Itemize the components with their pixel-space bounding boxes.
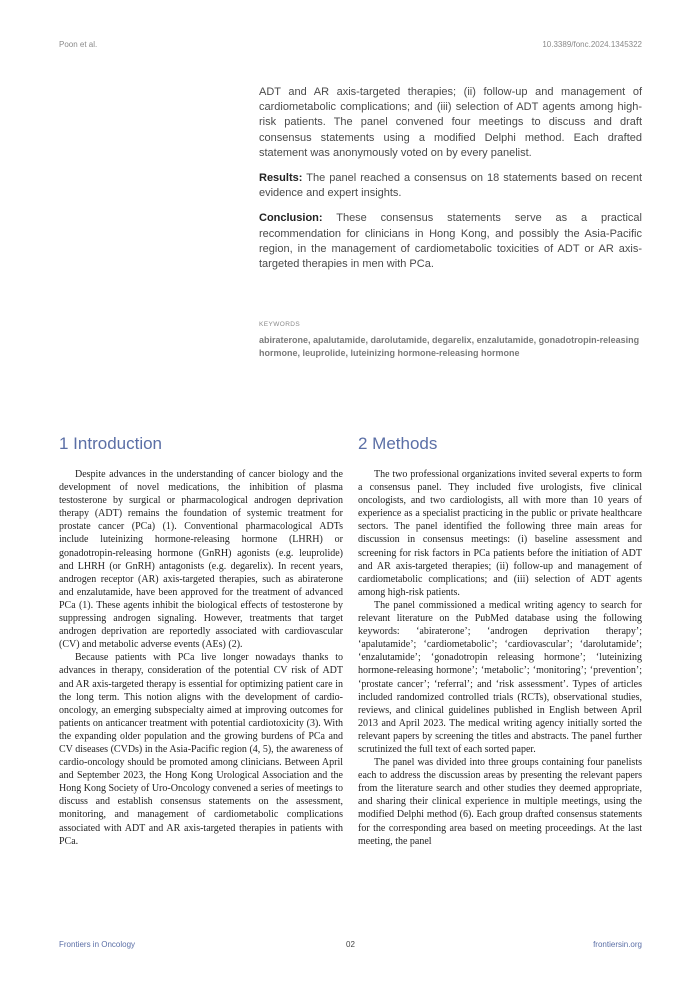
- keywords-text: abiraterone, apalutamide, darolutamide, degarelix, enzalutamide, gonadotropin-releasing hormone, leuprolide, luteinizing hormone-releasing hormone: [259, 335, 640, 358]
- journal-name: Oncology: [101, 940, 136, 949]
- abstract: [259, 85, 642, 282]
- page-number: 02: [346, 940, 355, 949]
- header-doi: 10.3389/fonc.2024.1345322: [542, 40, 642, 49]
- journal-prefix: Frontiers in: [59, 940, 102, 949]
- methods-heading: 2 Methods: [358, 434, 438, 453]
- conclusion-label: Conclusion:: [259, 212, 323, 225]
- methods-paragraph: The panel was divided into three groups containing four panelists each to address the discussion areas by presenting the relevant papers from the literature search and other studies they deemed appropriate, and sharing their clinical experience in multiple meetings, using the modified Delphi method (6). Each group drafted consensus statements for the corresponding area based on meeting proceedings. At the last meeting, the panel: [358, 757, 642, 847]
- abstract-results: [259, 171, 642, 201]
- methods-section: [358, 433, 642, 848]
- introduction-heading: 1 Introduction: [59, 434, 163, 453]
- header-authors: Poon et al.: [59, 40, 98, 49]
- footer-site-link[interactable]: frontiersin.org: [593, 940, 642, 949]
- conclusion-text: These consensus statements serve as a practical recommendation for clinicians in Hong Kong, and possibly the Asia-Pacific region, in the management of cardiometabolic toxicities of ADT or AR axis-targeted therapies in men with PCa.: [259, 212, 642, 271]
- results-text: The panel reached a consensus on 18 statements based on recent evidence and expert insights.: [259, 172, 642, 200]
- methods-paragraph: The two professional organizations invited several experts to form a consensus panel. They included five urologists, five clinical oncologists, and two cardiologists, all with more than 10 years of experience as a specialist practicing in the public or private healthcare sectors. The panel identified the following three main areas for discussion in consensus meetings: (i) baseline assessment and screening for risk factors in PCa patients before the initiation of ADT and AR axis-targeted therapies; (ii) follow-up and management of cardiometabolic complications; and (iii) selection of ADT agents among high-risk patients.: [358, 469, 642, 598]
- introduction-paragraph: Because patients with PCa live longer nowadays thanks to advances in therapy, consideration of the potential CV risk of ADT and AR axis-targeted therapy is essential for optimizing patient care in the long term. This notion aligns with the development of cardio-oncology, an emerging subspecialty aimed at improving outcomes for patients on anticancer treatment with potential cardiotoxicity (3). With the expanding older population and the growing burdens of PCa and CV diseases (CVDs) in the Asia-Pacific region (4, 5), the awareness of cardio-oncology should be promoted among clinicians. Between April and September 2023, the Hong Kong Urological Association and the Hong Kong Society of Uro-Oncology convened a series of meetings to discuss and establish consensus statements on the assessment, monitoring, and management of cardiometabolic complications associated with ADT and AR axis-targeted therapies in patients with PCa.: [59, 652, 343, 847]
- abstract-methods-tail: ADT and AR axis-targeted therapies; (ii) follow-up and management of cardiometabolic complications; and (iii) selection of ADT agents among high-risk patients. The panel convened four meetings to discuss and draft consensus statements using a modified Delphi method. Each drafted statement was anonymously voted on by every panelist.: [259, 86, 642, 159]
- keywords-block: [259, 321, 642, 359]
- running-header: [59, 40, 642, 49]
- abstract-conclusion: [259, 211, 642, 272]
- introduction-section: [59, 433, 343, 848]
- introduction-paragraph: Despite advances in the understanding of cancer biology and the development of novel medications, the inhibition of plasma testosterone by surgical or pharmacological androgen deprivation therapy (ADT) remains the foundation of systemic treatment for prostate cancer (PCa) (1). Conventional pharmacological ADTs include luteinizing hormone-releasing hormone (LHRH) or gonadotropin-releasing hormone (GnRH) agonists (e.g. leuprolide) and LHRH (or GnRH) antagonists (e.g. degarelix). In recent years, androgen receptor (AR) axis-targeted therapies, such as abiraterone and enzalutamide, have been approved for the treatment of advanced PCa (1). These agents inhibit the biological effects of testosterone by suppressing androgen signaling. However, treatments that target androgen deprivation are reportedly associated with cardiovascular (CV) and metabolic adverse events (AEs) (2).: [59, 469, 343, 651]
- page-footer: [59, 940, 642, 949]
- results-label: Results:: [259, 172, 303, 185]
- keywords-label: KEYWORDS: [259, 321, 301, 328]
- methods-paragraph: The panel commissioned a medical writing agency to search for relevant literature on the PubMed database using the following keywords: ‘abiraterone’; ‘androgen deprivation therapy’; ‘apalutamide’; ‘cardiometabolic’; ‘cardiovascular’; ‘darolutamide’; ‘enzalutamide’; ‘gonadotropin releasing hormone’; ‘luteinizing hormone-releasing hormone’; ‘metabolic’; ‘monitoring’; ‘prevention’; ‘prostate cancer’; ‘referral’; and ‘risk assessment’. Types of articles included randomized controlled trials (RCTs), observational studies, reviews, and clinical guidelines published in English between April 2013 and April 2023. The medical writing agency initially sorted the relevant papers by screening the titles and abstracts. The panel further scrutinized the full text of each sorted paper.: [358, 599, 642, 755]
